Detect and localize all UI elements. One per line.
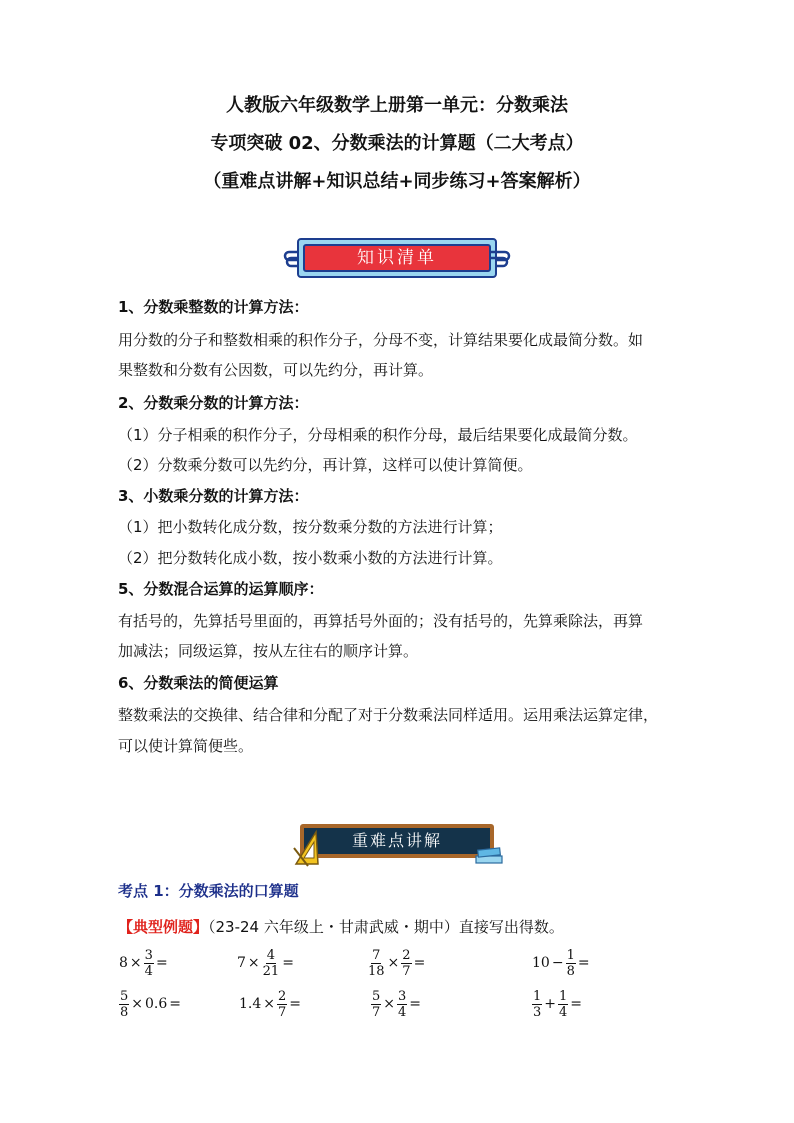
- paragraph-line: （1）分子相乘的积作分子，分母相乘的积作分母，最后结果要化成最简分数。: [118, 426, 638, 444]
- equals-sign: =: [282, 955, 294, 971]
- numerator: 1: [566, 947, 575, 963]
- fraction: [532, 989, 542, 1020]
- operand: 10: [532, 955, 550, 971]
- equals-sign: =: [413, 955, 426, 971]
- fraction: [277, 989, 287, 1020]
- numerator: 4: [266, 947, 276, 963]
- fraction: [371, 989, 381, 1020]
- exercise-6: [238, 986, 302, 1022]
- numerator: 3: [398, 988, 407, 1004]
- operand: 7: [237, 955, 246, 971]
- equals-sign: =: [577, 955, 590, 971]
- banner-label: 知识清单: [303, 244, 491, 272]
- paragraph-line: 整数乘法的交换律、结合律和分配了对于分数乘法同样适用。运用乘法运算定律，: [118, 706, 659, 724]
- fraction: [558, 989, 568, 1020]
- denominator: 21: [262, 963, 280, 979]
- exercise-5: [118, 986, 182, 1022]
- fraction: [401, 948, 411, 979]
- exercise-8: [531, 986, 583, 1022]
- paragraph-line: （2）分数乘分数可以先约分，再计算，这样可以使计算简便。: [118, 456, 533, 474]
- key-points-banner: [292, 822, 504, 870]
- fraction: [262, 948, 281, 979]
- ribbon-hook-right-icon: [489, 248, 511, 268]
- equals-sign: =: [409, 996, 422, 1012]
- exercise-2: [236, 945, 295, 981]
- fraction: [144, 948, 154, 979]
- exercise-4: [531, 945, 591, 981]
- denominator: 7: [372, 1004, 381, 1020]
- document-title: 人教版六年级数学上册第一单元：分数乘法: [226, 95, 568, 116]
- numerator: 5: [120, 988, 129, 1004]
- triangle-ruler-icon: [292, 828, 320, 868]
- document-subtitle: 专项突破 02、分数乘法的计算题（二大考点）: [210, 133, 584, 154]
- operand: 0.6: [145, 996, 168, 1012]
- numerator: 5: [372, 988, 381, 1004]
- denominator: 4: [398, 1004, 407, 1020]
- paragraph-line: （2）把分数转化成小数，按小数乘小数的方法进行计算。: [118, 549, 503, 567]
- denominator: 18: [368, 963, 385, 979]
- operator: −: [551, 955, 564, 971]
- operand: 1.4: [239, 996, 262, 1012]
- equals-sign: =: [155, 955, 168, 971]
- fraction: [397, 989, 407, 1020]
- operator: ×: [247, 955, 260, 971]
- document-subtitle-note: （重难点讲解+知识总结+同步练习+答案解析）: [203, 171, 591, 192]
- denominator: 7: [278, 1004, 287, 1020]
- numerator: 1: [559, 988, 568, 1004]
- books-icon: [474, 844, 504, 866]
- numerator: 7: [372, 947, 381, 963]
- operator: +: [544, 996, 557, 1012]
- denominator: 8: [120, 1004, 129, 1020]
- topic-heading: 考点 1：分数乘法的口算题: [118, 882, 299, 900]
- section-heading-2: 2、分数乘分数的计算方法：: [118, 394, 309, 412]
- paragraph-line: 有括号的，先算括号里面的，再算括号外面的；没有括号的，先算乘除法，再算: [118, 612, 644, 630]
- section-heading-6: 6、分数乘法的简便运算: [118, 674, 279, 692]
- fraction: [119, 989, 129, 1020]
- denominator: 3: [533, 1004, 542, 1020]
- example-prompt: [118, 916, 564, 938]
- paragraph-line: 用分数的分子和整数相乘的积作分子，分母不变，计算结果要化成最简分数。如: [118, 331, 644, 349]
- numerator: 3: [144, 947, 153, 963]
- paragraph-line: 果整数和分数有公因数，可以先约分，再计算。: [118, 361, 434, 379]
- denominator: 4: [144, 963, 153, 979]
- denominator: 4: [559, 1004, 568, 1020]
- operator: ×: [383, 996, 396, 1012]
- section-heading-5: 5、分数混合运算的运算顺序：: [118, 580, 324, 598]
- exercise-7: [370, 986, 422, 1022]
- numerator: 2: [278, 988, 287, 1004]
- numerator: 1: [533, 988, 542, 1004]
- section-heading-3: 3、小数乘分数的计算方法：: [118, 487, 309, 505]
- operator: ×: [387, 955, 400, 971]
- paragraph-line: （1）把小数转化成分数，按分数乘分数的方法进行计算；: [118, 518, 503, 536]
- operand: 8: [119, 955, 128, 971]
- fraction: [566, 948, 576, 979]
- example-text: （23-24 六年级上・甘肃武威・期中）直接写出得数。: [208, 918, 564, 936]
- knowledge-list-banner: [283, 238, 511, 280]
- paragraph-line: 加减法；同级运算，按从左往右的顺序计算。: [118, 642, 419, 660]
- fraction: [367, 948, 386, 979]
- equals-sign: =: [570, 996, 583, 1012]
- section-heading-1: 1、分数乘整数的计算方法：: [118, 298, 309, 316]
- equals-sign: =: [289, 996, 302, 1012]
- equals-sign: =: [169, 996, 182, 1012]
- denominator: 7: [402, 963, 411, 979]
- denominator: 8: [566, 963, 575, 979]
- exercise-1: [118, 945, 169, 981]
- exercise-3: [366, 945, 426, 981]
- paragraph-line: 可以使计算简便些。: [118, 737, 254, 755]
- operator: ×: [263, 996, 275, 1012]
- example-tag: 【典型例题】: [118, 918, 209, 936]
- banner-label: 重难点讲解: [300, 824, 494, 858]
- operator: ×: [131, 996, 144, 1012]
- numerator: 2: [402, 947, 411, 963]
- operator: ×: [129, 955, 142, 971]
